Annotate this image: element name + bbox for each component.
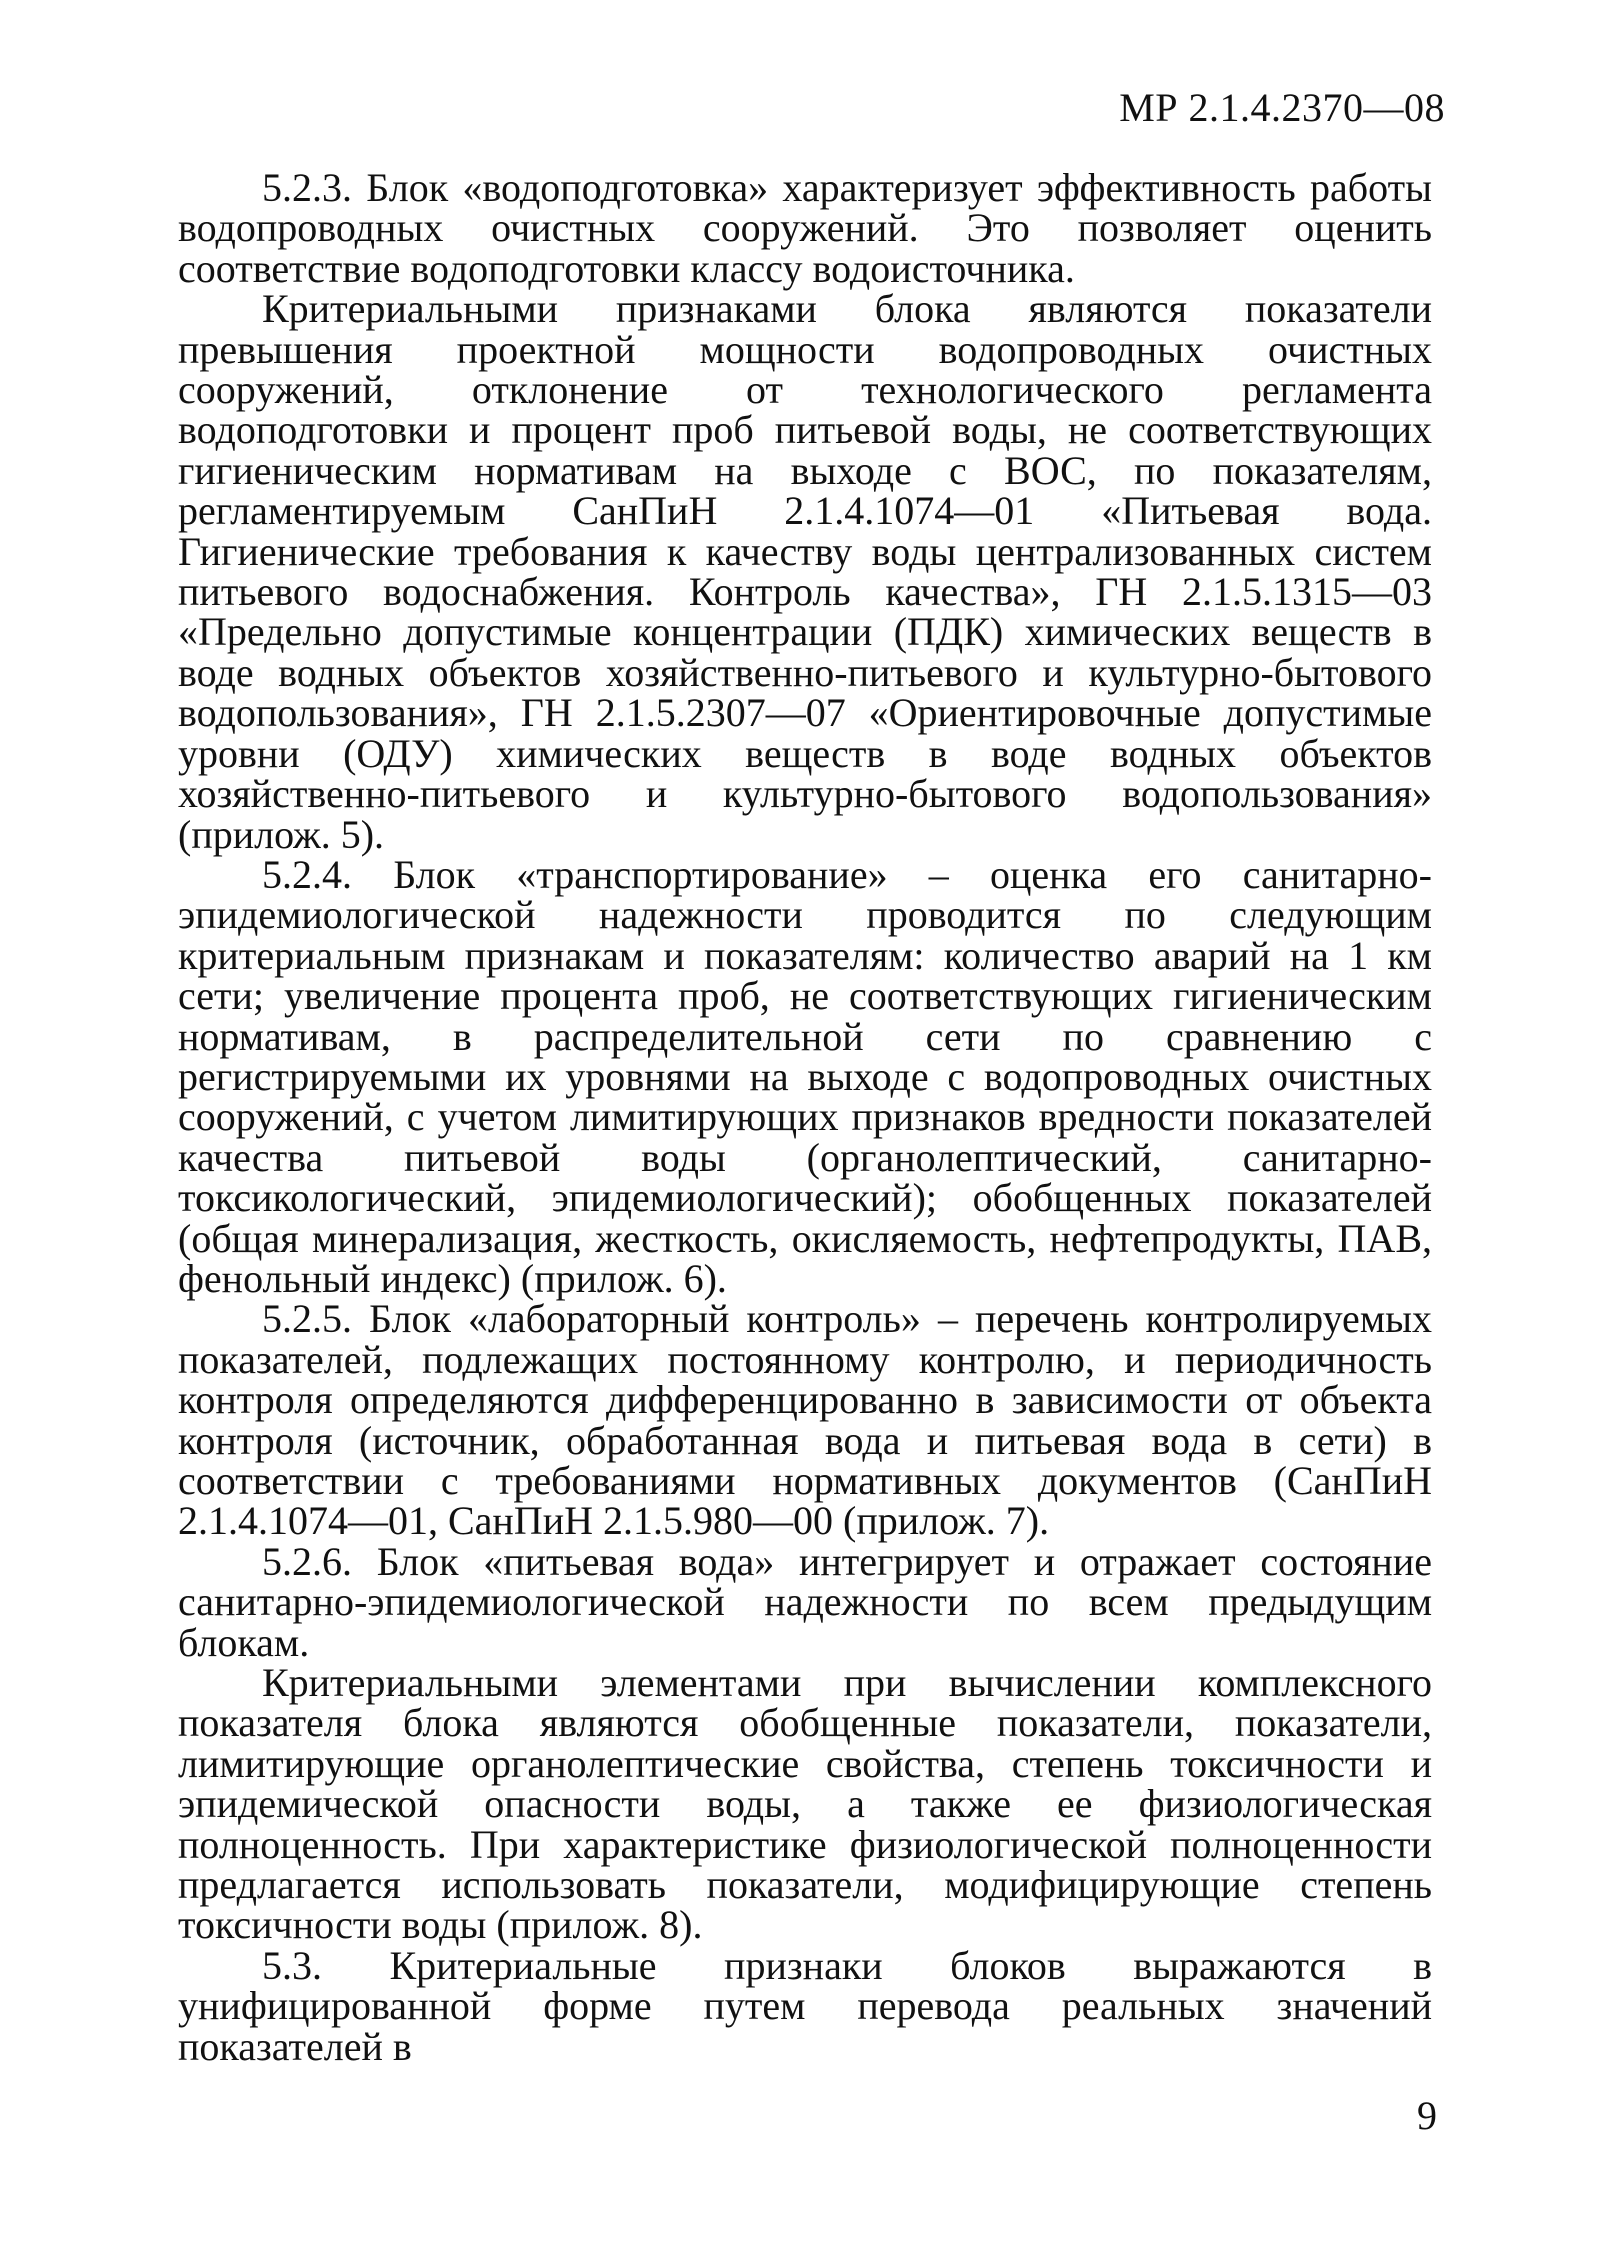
paragraph-5-3: 5.3. Критериальные признаки блоков выражаются в унифицированной форме путем перевода реальных значений показателей в (178, 1942, 1432, 2069)
page-number: 9 (1417, 2093, 1437, 2138)
paragraph-5-2-6: 5.2.6. Блок «питьевая вода» интегрирует и отражает состояние санитарно-эпидемиологической надежности по всем предыдущим блокам. (178, 1538, 1432, 1665)
paragraph-5-2-3: 5.2.3. Блок «водоподготовка» характеризует эффективность работы водопроводных очистных сооружений. Это позволяет оценить соответствие водоподготовки классу водоисточника. (178, 165, 1432, 291)
paragraph-criteria-drinking-water: Критериальными элементами при вычислении комплексного показателя блока являются обобщенные показатели, показатели, лимитирующие органолептические свойства, степень токсичности и эпидемической опасности воды, а также ее физиологическая полноценность. При характеристике физиологической полноценности предлагается использовать показатели, модифицирующие степень токсичности воды (прилож. 8). (178, 1660, 1432, 1948)
document-code-header: МР 2.1.4.2370—08 (1119, 85, 1445, 130)
body-text (178, 165, 1432, 2069)
paragraph-5-2-4: 5.2.4. Блок «транспортирование» – оценка его санитарно-эпидемиологической надежности проводится по следующим критериальным признакам и показателям: количество аварий на 1 км сети; увеличение процента проб, не соответствующих гигиеническим нормативам, в распределительной сети по сравнению с регистрируемыми их уровнями на выходе с водопроводных очистных сооружений, с учетом лимитирующих признаков вредности показателей качества питьевой воды (органолептический, санитарно-токсикологический, эпидемиологический); обобщенных показателей (общая минерализация, жесткость, окисляемость, нефтепродукты, ПАВ, фенольный индекс) (прилож. 6). (178, 851, 1432, 1301)
paragraph-5-2-5: 5.2.5. Блок «лабораторный контроль» – перечень контролируемых показателей, подлежащих постоянному контролю, и периодичность контроля определяются дифференцированно в зависимости от объекта контроля (источник, обработанная вода и питьевая вода в сети) в соответствии с требованиями нормативных документов (СанПиН 2.1.4.1074—01, СанПиН 2.1.5.980—00 (прилож. 7). (178, 1296, 1432, 1544)
paragraph-criteria-water-treatment: Критериальными признаками блока являются показатели превышения проектной мощности водопроводных очистных сооружений, отклонение от технологического регламента водоподготовки и процент проб питьевой воды, не соответствующих гигиеническим нормативам на выходе с ВОС, по показателям, регламентируемым СанПиН 2.1.4.1074—01 «Питьевая вода. Гигиенические требования к качеству воды централизованных систем питьевого водоснабжения. Контроль качества», ГН 2.1.5.1315—03 «Предельно допустимые концентрации (ПДК) химических веществ в воде водных объектов хозяйственно-питьевого и культурно-бытового водопользования», ГН 2.1.5.2307—07 «Ориентировочные допустимые уровни (ОДУ) химических веществ в воде водных объектов хозяйственно-питьевого и культурно-бытового водопользования» (прилож. 5). (178, 286, 1432, 857)
